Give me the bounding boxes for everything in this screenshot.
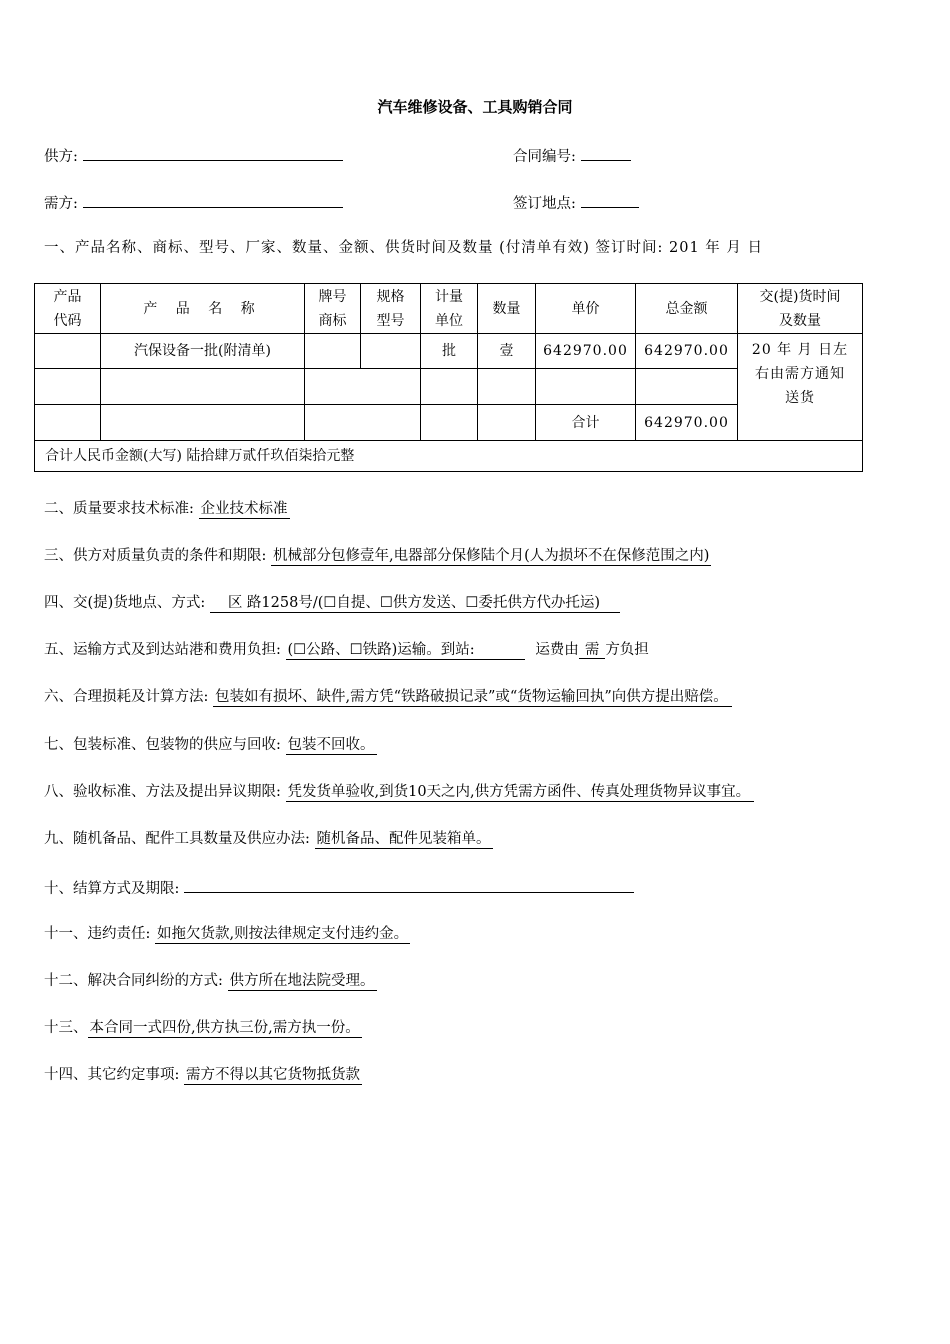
clause-5-value[interactable]: (☐公路、☐铁路)运输。到站: bbox=[286, 642, 525, 660]
contract-number-blank[interactable] bbox=[581, 146, 631, 161]
cell-total[interactable]: 642970.00 bbox=[636, 334, 738, 369]
clause-14: 十四、其它约定事项: 需方不得以其它货物抵货款 bbox=[44, 1067, 360, 1083]
product-table bbox=[34, 283, 863, 472]
header-product-name: 产 品 名 称 bbox=[101, 284, 305, 334]
header-model: 规格 型号 bbox=[361, 284, 421, 334]
supplier-field bbox=[44, 146, 343, 166]
clause-11-value[interactable]: 如拖欠货款,则按法律规定支付违约金。 bbox=[157, 926, 409, 942]
clause-4: 四、交(提)货地点、方式: 区 路1258号/(☐自提、☐供方发送、☐委托供方代办托运) bbox=[44, 594, 620, 612]
buyer-label: 需方: bbox=[44, 196, 78, 212]
cell-code[interactable] bbox=[35, 334, 101, 369]
clause-9: 九、随机备品、配件工具数量及供应办法: 随机备品、配件见装箱单。 bbox=[44, 831, 491, 847]
contract-number-field bbox=[513, 146, 631, 166]
cell-unit-price[interactable]: 642970.00 bbox=[536, 334, 636, 369]
table-row bbox=[35, 334, 863, 369]
clause-8-value[interactable]: 凭发货单验收,到货10天之内,供方凭需方函件、传真处理货物异议事宜。 bbox=[286, 784, 755, 802]
document-title: 汽车维修设备、工具购销合同 bbox=[377, 98, 573, 116]
signing-place-label: 签订地点: bbox=[513, 196, 576, 212]
clause-5: 五、运输方式及到达站港和费用负担: (☐公路、☐铁路)运输。到站: 运费由 需 方负担 bbox=[44, 642, 649, 658]
cell-unit[interactable]: 批 bbox=[421, 334, 478, 369]
rmb-total-row bbox=[35, 441, 863, 472]
clause-8: 八、验收标准、方法及提出异议期限: 凭发货单验收,到货10天之内,供方凭需方函件、传真处理货物异议事宜。 bbox=[44, 783, 754, 801]
section-1-heading: 一、产品名称、商标、型号、厂家、数量、金额、供货时间及数量 (付清单有效) 签订时间: 201 年 月 日 bbox=[44, 240, 764, 256]
rmb-total-label: 合计人民币金额(大写) bbox=[45, 448, 182, 464]
supplier-label: 供方: bbox=[44, 149, 78, 165]
header-unit: 计量 单位 bbox=[421, 284, 478, 334]
header-delivery: 交(提)货时间 及数量 bbox=[738, 284, 863, 334]
clause-6: 六、合理损耗及计算方法: 包装如有损坏、缺件,需方凭“铁路破损记录”或“货物运输回执”向供方提出赔偿。 bbox=[44, 688, 732, 706]
clause-2: 二、质量要求技术标准: 企业技术标准 bbox=[44, 501, 288, 517]
freight-payer[interactable]: 需 bbox=[579, 642, 606, 659]
cell-brand[interactable] bbox=[305, 334, 361, 369]
signing-place-field bbox=[513, 193, 639, 213]
clause-13-value[interactable]: 本合同一式四份,供方执三份,需方执一份。 bbox=[89, 1020, 360, 1036]
clause-13: 十三、 本合同一式四份,供方执三份,需方执一份。 bbox=[44, 1020, 360, 1036]
clause-14-value[interactable]: 需方不得以其它货物抵货款 bbox=[186, 1067, 360, 1083]
clause-3-value[interactable]: 机械部分包修壹年,电器部分保修陆个月(人为损坏不在保修范围之内) bbox=[273, 548, 710, 564]
buyer-field bbox=[44, 193, 343, 213]
cell-quantity[interactable]: 壹 bbox=[478, 334, 536, 369]
table-header-row bbox=[35, 284, 863, 334]
cell-name[interactable]: 汽保设备一批(附清单) bbox=[101, 334, 305, 369]
clause-11: 十一、违约责任: 如拖欠货款,则按法律规定支付违约金。 bbox=[44, 926, 409, 942]
clause-4-value[interactable]: 区 路1258号/(☐自提、☐供方发送、☐委托供方代办托运) bbox=[210, 595, 620, 613]
header-brand: 牌号 商标 bbox=[305, 284, 361, 334]
rmb-total-value[interactable]: 陆拾肆万贰仟玖佰柒拾元整 bbox=[186, 448, 355, 464]
header-unit-price: 单价 bbox=[536, 284, 636, 334]
clause-2-value[interactable]: 企业技术标准 bbox=[200, 501, 288, 517]
clause-9-value[interactable]: 随机备品、配件见装箱单。 bbox=[316, 831, 491, 847]
cell-model[interactable] bbox=[361, 334, 421, 369]
sum-total[interactable]: 642970.00 bbox=[636, 405, 738, 441]
buyer-blank[interactable] bbox=[83, 193, 343, 208]
clause-12: 十二、解决合同纠纷的方式: 供方所在地法院受理。 bbox=[44, 973, 375, 989]
supplier-blank[interactable] bbox=[83, 146, 343, 161]
cell-delivery[interactable]: 20 年 月 日左 右由需方通知 送货 bbox=[738, 334, 863, 441]
header-quantity: 数量 bbox=[478, 284, 536, 334]
clause-6-value[interactable]: 包装如有损坏、缺件,需方凭“铁路破损记录”或“货物运输回执”向供方提出赔偿。 bbox=[213, 689, 732, 707]
clause-12-value[interactable]: 供方所在地法院受理。 bbox=[229, 973, 375, 989]
header-product-code: 产品 代码 bbox=[35, 284, 101, 334]
sum-label: 合计 bbox=[536, 405, 636, 441]
clause-7: 七、包装标准、包装物的供应与回收: 包装不回收。 bbox=[44, 737, 375, 753]
signing-place-blank[interactable] bbox=[581, 193, 639, 208]
clause-10: 十、结算方式及期限: bbox=[44, 878, 634, 898]
header-total: 总金额 bbox=[636, 284, 738, 334]
clause-7-value[interactable]: 包装不回收。 bbox=[287, 737, 375, 753]
contract-number-label: 合同编号: bbox=[513, 149, 576, 165]
settlement-blank[interactable] bbox=[184, 878, 634, 893]
clause-3: 三、供方对质量负责的条件和期限: 机械部分包修壹年,电器部分保修陆个月(人为损坏不在保修范围之内) bbox=[44, 548, 710, 564]
